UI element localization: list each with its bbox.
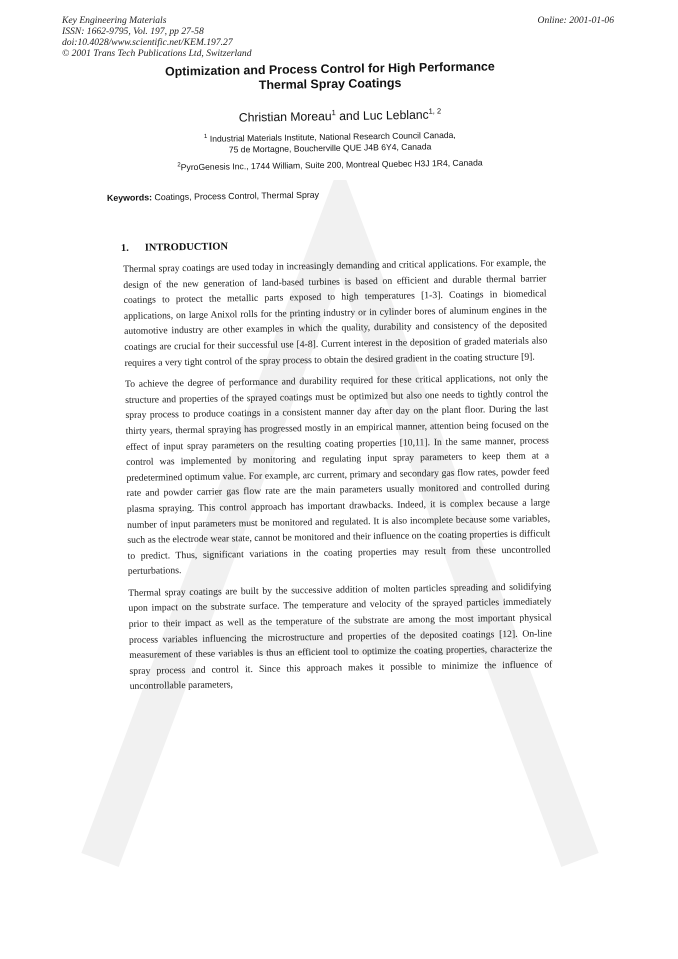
- author-1: Christian Moreau: [238, 109, 332, 125]
- affiliation-1-line-2: 75 de Mortagne, Boucherville QUE J4B 6Y4, Canada: [228, 141, 432, 155]
- copyright-line: © 2001 Trans Tech Publications Ltd, Switzerland: [62, 48, 252, 59]
- doi-line: doi:10.4028/www.scientific.net/KEM.197.27: [62, 37, 233, 48]
- affiliation-2-mark: 2: [177, 162, 181, 169]
- title-line-2: Thermal Spray Coatings: [258, 75, 402, 93]
- paper-title: [100, 58, 560, 95]
- publication-metadata: [62, 15, 252, 59]
- keywords-label: Keywords:: [106, 192, 153, 203]
- section-number: 1.: [120, 242, 129, 254]
- paragraph: Thermal spray coatings are built by the successive addition of molten particles spreading and solidifying upon impact on the substrate surface. The temperature and velocity of the sprayed particles immediately prior to their impact as well as the temperature of the substrate are among the most important physical process variables influencing the microstructure and properties of the deposited coatings [12]. On-line measurement of these variables is thus an efficient tool to optimize the coating properties, characterize the spray process and control it. Since this approach makes it possible to minimize the influence of uncontrollable parameters,: [128, 581, 553, 693]
- issn-line: ISSN: 1662-9795, Vol. 197, pp 27-58: [62, 26, 204, 37]
- author-separator: and: [335, 108, 364, 124]
- affiliation-2: [100, 154, 560, 175]
- author-1-affiliation-mark: 1: [331, 108, 336, 118]
- body-text: [123, 255, 553, 701]
- online-date: Online: 2001-01-06: [537, 15, 614, 26]
- author-list: [140, 105, 540, 126]
- author-2: Luc Leblanc: [362, 107, 429, 123]
- affiliation-1: [100, 126, 560, 158]
- section-title: INTRODUCTION: [144, 241, 229, 254]
- section-heading: [121, 241, 228, 254]
- paragraph: To achieve the degree of performance and durability required for these critical applications, not only the structure and properties of the sprayed coatings must be optimized but also one needs to tightly control the spray process to produce coatings in a consistent manner day after day on the plant floor. During the last thirty years, thermal spraying has progressed mostly in an empirical manner, attention being focused on the effect of input spray parameters on the resulting coating properties [10,11]. In the same manner, process control was implemented by monitoring and regulating input spray parameters to keep them at a predetermined optimum value. For example, arc current, primary and secondary gas flow rates, powder feed rate and powder carrier gas flow rate are the main parameters usually monitored and controlled during plasma spraying. This control approach has important drawbacks. Indeed, it is complex because a large number of input parameters must be monitored and regulated. It is also incomplete because some variables, such as the electrode wear state, cannot be monitored and their influence on the coating properties is difficult to predict. Thus, significant variations in the coating properties may result from these uncontrolled perturbations.: [124, 372, 551, 578]
- keywords-text: Coatings, Process Control, Thermal Spray: [154, 189, 320, 203]
- author-2-affiliation-mark: 1, 2: [428, 106, 442, 116]
- paragraph: Thermal spray coatings are used today in increasingly demanding and critical applications. For example, the design of the new generation of land-based turbines is based on efficient and durable thermal barrier coatings to protect the metallic parts exposed to high temperatures [1-3]. Coatings in biomedical applications, on large Anixol rolls for the printing industry or in cylinder bores of aluminum engines in the automotive industry are other examples in which the quality, durability and consistency of the deposited coatings are crucial for their successful use [4-8]. Current interest in the deposition of graded materials also requires a very tight control of the spray process to obtain the desired gradient in the coating structure [9].: [123, 257, 548, 369]
- affiliation-1-mark: 1: [203, 133, 208, 140]
- affiliation-2-line-1: PyroGenesis Inc., 1744 William, Suite 200, Montreal Quebec H3J 1R4, Canada: [180, 157, 483, 173]
- journal-name: Key Engineering Materials: [62, 15, 167, 26]
- affiliation-1-line-1: Industrial Materials Institute, National Research Council Canada,: [209, 129, 456, 144]
- title-line-1: Optimization and Process Control for High Performance: [164, 59, 495, 79]
